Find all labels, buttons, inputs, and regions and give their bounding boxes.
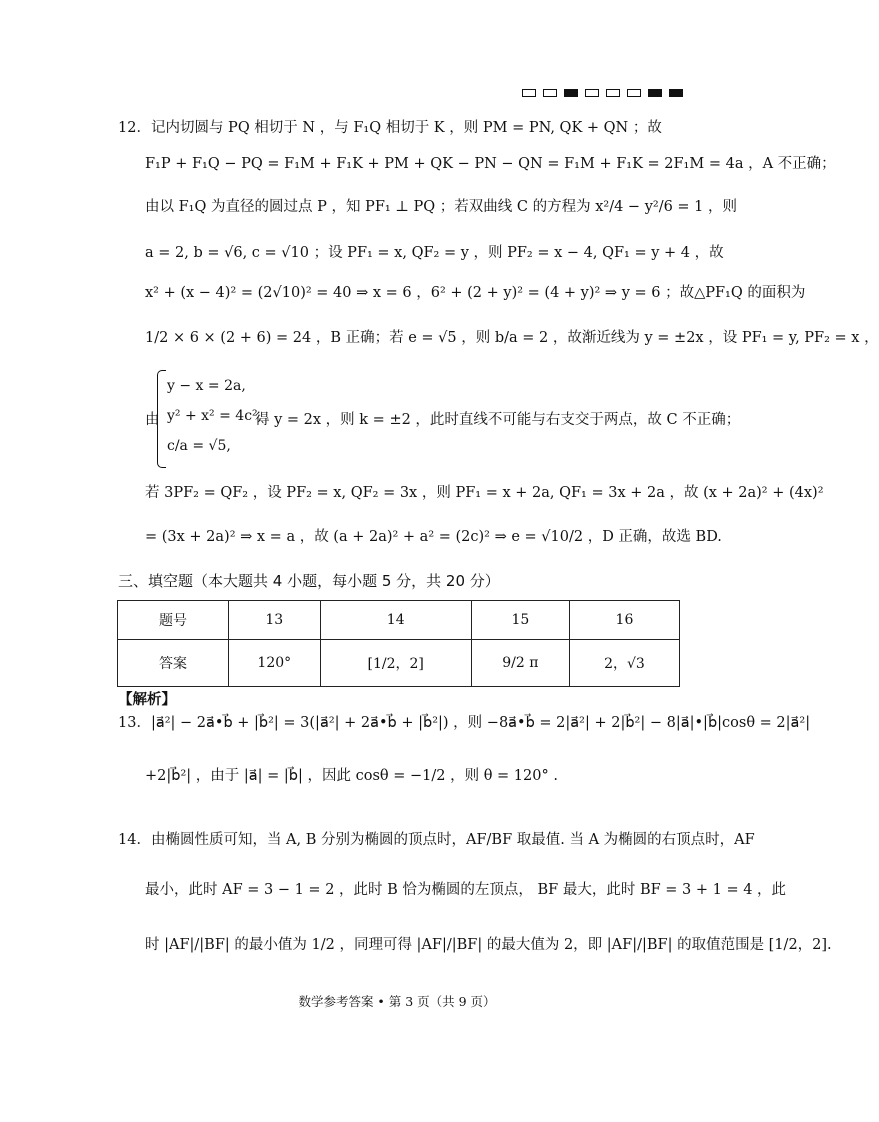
- section-title: 三、填空题（本大题共 4 小题，每小题 5 分，共 20 分）: [118, 572, 500, 590]
- table-cell: 2，√3: [569, 640, 679, 687]
- table-cell: 13: [229, 601, 321, 640]
- q12-line: = (3x + 2a)² ⇒ x = a ，故 (a + 2a)² + a² = (2c)² ⇒ e = √10/2 ，D 正确，故选 BD.: [145, 529, 722, 545]
- q12-line: F₁P + F₁Q − PQ = F₁M + F₁K + PM + QK − PN − QN = F₁M + F₁K = 2F₁M = 4a ，A 不正确；: [145, 156, 836, 172]
- q12-line: 由以 F₁Q 为直径的圆过点 P ，知 PF₁ ⊥ PQ ；若双曲线 C 的方程为 x²/4 − y²/6 = 1 ，则: [145, 199, 738, 215]
- mark-square: [606, 89, 620, 97]
- page-footer: 数学参考答案 • 第 3 页（共 9 页）: [298, 994, 496, 1009]
- q14-line: 14．由椭圆性质可知，当 A, B 分别为椭圆的顶点时，AF/BF 取最值. 当 A 为椭圆的右顶点时，AF: [118, 832, 755, 848]
- system-prefix: 由: [145, 412, 160, 428]
- system-row: c/a = √5,: [167, 438, 231, 454]
- q14-line: 最小，此时 AF = 3 − 1 = 2 ，此时 B 恰为椭圆的左顶点， BF 最大，此时 BF = 3 + 1 = 4 ，此: [145, 882, 787, 898]
- mark-square: [585, 89, 599, 97]
- q12-line: a = 2, b = √6, c = √10 ；设 PF₁ = x, QF₂ = y ，则 PF₂ = x − 4, QF₁ = y + 4 ，故: [145, 245, 724, 261]
- table-cell: 9/2 π: [471, 640, 569, 687]
- system-suffix: 得 y = 2x ，则 k = ±2 ，此时直线不可能与右支交于两点，故 C 不正确；: [255, 412, 741, 428]
- system-row: y² + x² = 4c²,: [167, 408, 263, 424]
- table-cell: 120°: [229, 640, 321, 687]
- table-cell: 15: [471, 601, 569, 640]
- q12-line: 12．记内切圆与 PQ 相切于 N ，与 F₁Q 相切于 K ，则 PM = PN, QK + QN ；故: [118, 120, 662, 136]
- table-cell: 题号: [118, 601, 229, 640]
- mark-square: [564, 89, 578, 97]
- mark-square: [543, 89, 557, 97]
- table-cell: 14: [320, 601, 471, 640]
- table-row: [118, 601, 680, 640]
- q13-line: 13．|a⃗²| − 2a⃗•b⃗ + |b⃗²| = 3(|a⃗²| + 2a⃗•b⃗ + |b⃗²|) ，则 −8a⃗•b⃗ = 2|a⃗²| + 2|b⃗²| − 8|a⃗|•|b⃗|cosθ = 2|a⃗²|: [118, 715, 811, 731]
- mark-square: [627, 89, 641, 97]
- table-cell: 答案: [118, 640, 229, 687]
- mark-square: [648, 89, 662, 97]
- analysis-label: 【解析】: [118, 692, 176, 708]
- answer-table: [117, 600, 680, 687]
- mark-square: [522, 89, 536, 97]
- mark-square: [669, 89, 683, 97]
- table-row: [118, 640, 680, 687]
- q13-line: +2|b⃗²| ，由于 |a⃗| = |b⃗| ，因此 cosθ = −1/2 ，则 θ = 120° .: [145, 768, 558, 784]
- header-marks: [522, 89, 683, 97]
- table-cell: [1/2，2]: [320, 640, 471, 687]
- q14-line: 时 |AF|/|BF| 的最小值为 1/2 ，同理可得 |AF|/|BF| 的最大值为 2，即 |AF|/|BF| 的取值范围是 [1/2，2].: [145, 937, 832, 953]
- table-cell: 16: [569, 601, 679, 640]
- q12-line: x² + (x − 4)² = (2√10)² = 40 ⇒ x = 6 ，6² + (2 + y)² = (4 + y)² ⇒ y = 6 ；故△PF₁Q 的面积为: [145, 285, 806, 301]
- q12-line: 若 3PF₂ = QF₂ ，设 PF₂ = x, QF₂ = 3x ，则 PF₁ = x + 2a, QF₁ = 3x + 2a ，故 (x + 2a)² + (4x)²: [145, 485, 824, 501]
- left-brace: [157, 370, 166, 468]
- q12-line: 1/2 × 6 × (2 + 6) = 24 ，B 正确；若 e = √5 ，则 b/a = 2 ，故渐近线为 y = ±2x ，设 PF₁ = y, PF₂ = x ，: [145, 330, 879, 346]
- system-row: y − x = 2a,: [167, 378, 246, 394]
